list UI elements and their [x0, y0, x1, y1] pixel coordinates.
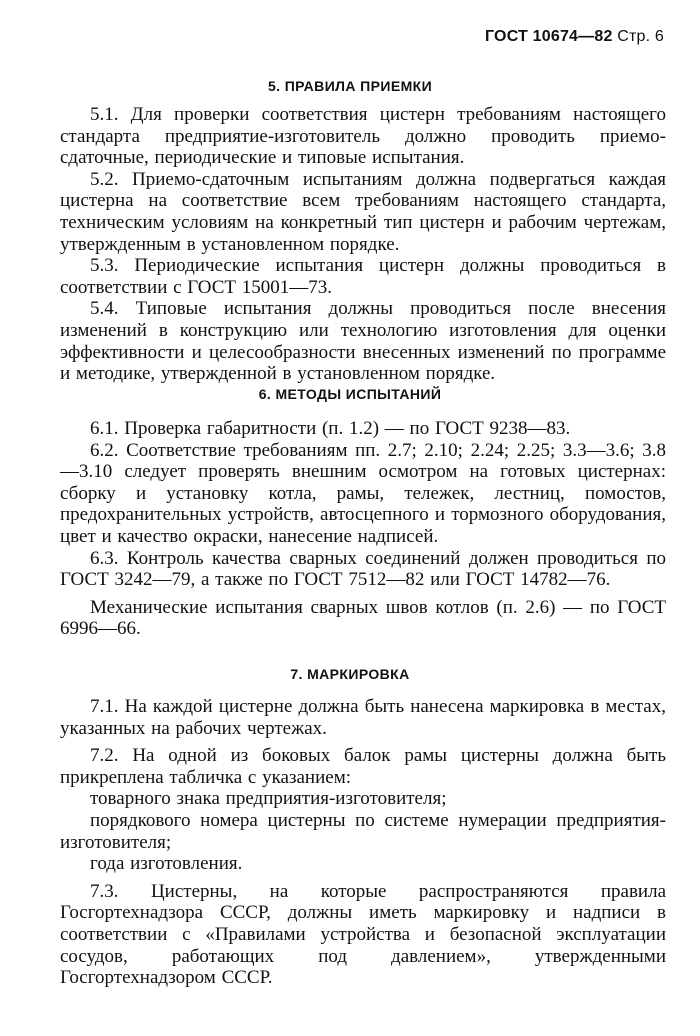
section-5-body	[60, 104, 666, 385]
section-6-body	[60, 418, 666, 640]
paragraph-5-2: 5.2. Приемо-сдаточным испытаниям должна подвергаться каждая цистерна на соответствие всем требованиям настоящего стандарта, техническим условиям на конкретный тип цистерн и рабочим чертежам, утвержденным в установленном порядке.	[60, 168, 666, 255]
paragraph-5-1: 5.1. Для проверки соответствия цистерн требованиям настоящего стандарта предприятие-изготовитель должно проводить приемо-сдаточные, периодические и типовые испытания.	[60, 104, 666, 169]
paragraph-5-3: 5.3. Периодические испытания цистерн должны проводиться в соответствии с ГОСТ 15001—73.	[60, 255, 666, 298]
section-7-title: 7. МАРКИРОВКА	[290, 666, 410, 682]
section-7-body	[60, 696, 666, 989]
paragraph-7-3: 7.3. Цистерны, на которые распространяются правила Госгортехнадзора СССР, должны иметь маркировку и надписи в соответствии с «Правилами устройства и безопасной эксплуатации сосудов, работающих под давлением», утвержденными Госгортехнадзором СССР.	[60, 880, 666, 989]
paragraph-6-3: 6.3. Контроль качества сварных соединений должен проводиться по ГОСТ 3242—79, а также по ГОСТ 7512—82 или ГОСТ 14782—76.	[60, 547, 666, 591]
plate-item-year: года изготовления.	[90, 853, 243, 875]
paragraph-7-2: 7.2. На одной из боковых балок рамы цистерны должна быть прикреплена табличка с указанием:	[60, 745, 666, 788]
page-number: Стр. 6	[617, 28, 664, 45]
paragraph-6-2: 6.2. Соответствие требованиям пп. 2.7; 2.10; 2.24; 2.25; 3.3—3.6; 3.8—3.10 следует проверять внешним осмотром на готовых цистернах: сборку и установку котла, рамы, тележек, лестниц, помостов, предохранительных устройств, автосцепного и тормозного оборудования, цвет и качество окраски, нанесение надписей.	[60, 439, 666, 547]
plate-item-serial-number: порядкового номера цистерны по системе нумерации предприятия-изготовителя;	[60, 809, 666, 853]
standard-number: ГОСТ 10674—82	[484, 28, 613, 45]
paragraph-6-mechanical: Механические испытания сварных швов котлов (п. 2.6) — по ГОСТ 6996—66.	[60, 596, 666, 640]
paragraph-7-1: 7.1. На каждой цистерне должна быть нанесена маркировка в местах, указанных на рабочих чертежах.	[60, 696, 666, 739]
paragraph-6-1: 6.1. Проверка габаритности (п. 1.2) — по ГОСТ 9238—83.	[90, 418, 571, 439]
plate-item-trademark: товарного знака предприятия-изготовителя;	[90, 788, 447, 810]
paragraph-5-4: 5.4. Типовые испытания должны проводиться после внесения изменений в конструкцию или технологию изготовления для оценки эффективности и целесообразности внесенных изменений по программе и методике, утвержденной в установленном порядке.	[60, 298, 666, 385]
section-6-title: 6. МЕТОДЫ ИСПЫТАНИЙ	[258, 386, 442, 402]
page-header	[485, 28, 664, 46]
section-5-title: 5. ПРАВИЛА ПРИЕМКИ	[267, 78, 433, 94]
